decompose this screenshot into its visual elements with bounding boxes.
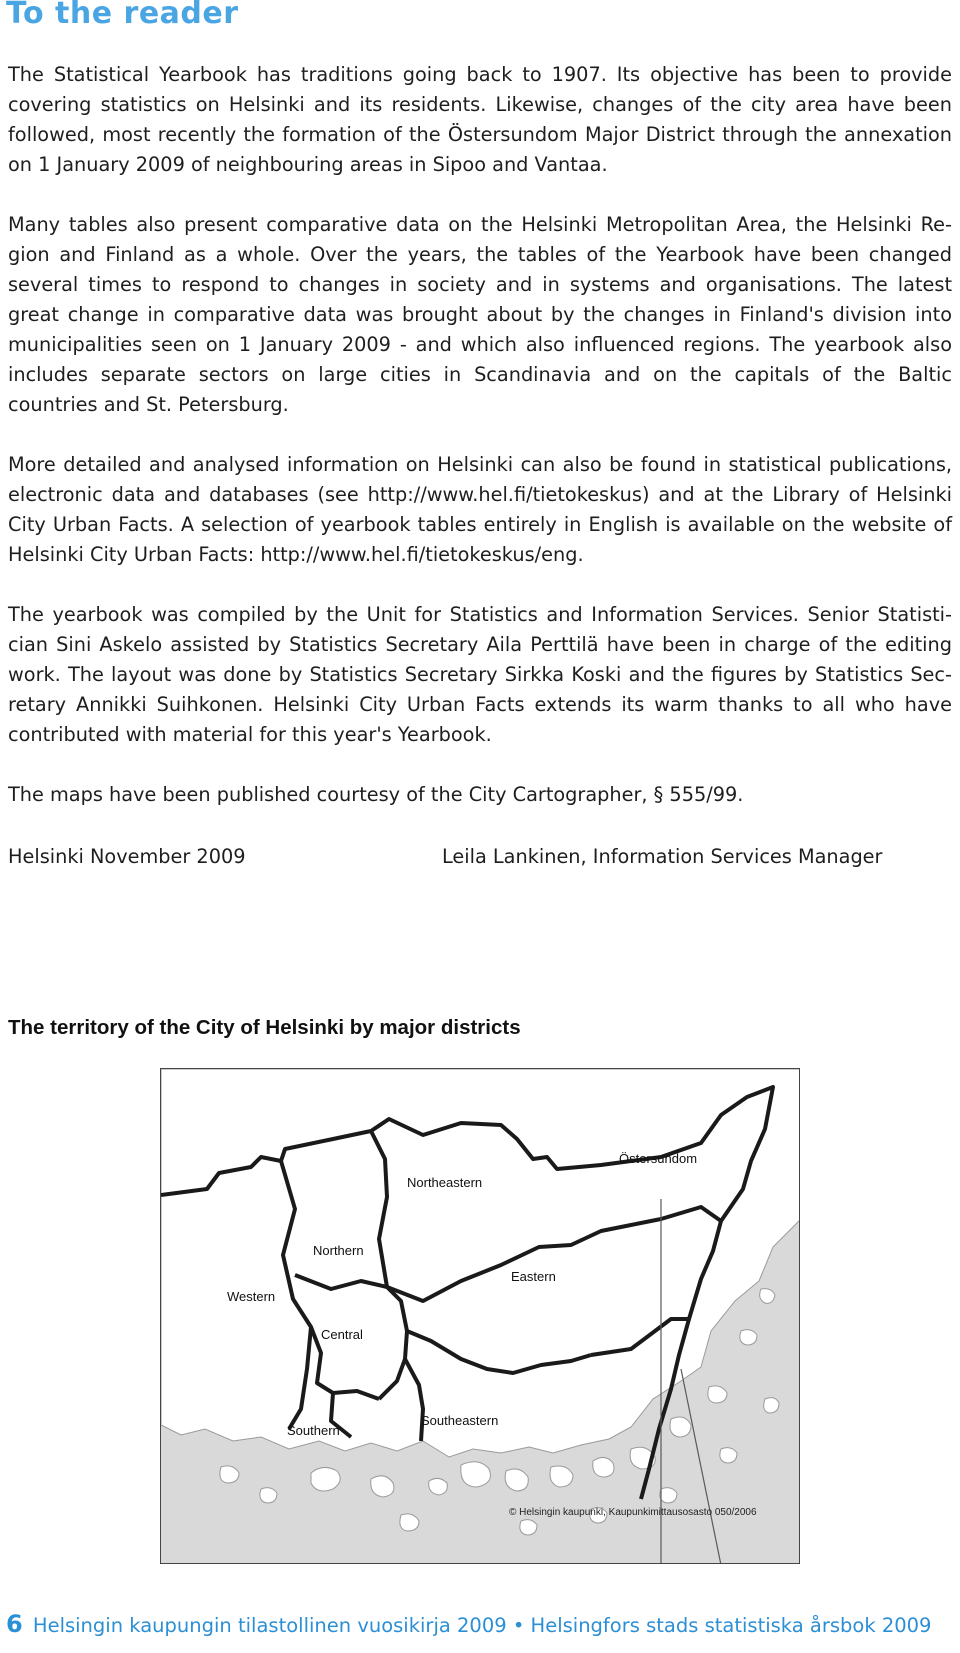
paragraph-more-information: More detailed and analysed information on Helsinki can also be found in statistical publications, electronic data and databases (see http://www.hel.fi/tietokeskus) and at the Library of Helsinki City Urban Facts. A selection of yearbook tables entirely in English is available on the website of Helsinki City Urban Facts: http://www.hel.fi/tietokeskus/eng. (8, 453, 952, 566)
map-title: The territory of the City of Helsinki by major districts (8, 1016, 521, 1039)
intro-text (8, 60, 952, 840)
footer-text: Helsingin kaupungin tilastollinen vuosikirja 2009 • Helsingfors stads statistiska årsbok 2009 (32, 1614, 932, 1637)
label-northeastern: Northeastern (407, 1175, 483, 1190)
label-southern: Southern (287, 1423, 340, 1438)
map-copyright: © Helsingin kaupunki, Kaupunkimittausosasto 050/2006 (509, 1507, 757, 1518)
label-ostersundom: Östersundom (619, 1151, 698, 1166)
page-footer (6, 1610, 931, 1638)
label-central: Central (321, 1327, 363, 1342)
paragraph-credits: The yearbook was compiled by the Unit for Statistics and Information Services. Senior Statistician Sini Askelo assisted by Statistics Secretary Aila Perttilä have been in charge of the editing work. The layout was done by Statistics Secretary Sirkka Koski and the figures by Statistics Secretary Annikki Suihkonen. Helsinki City Urban Facts extends its warm thanks to all who have contributed with material for this year's Yearbook. (8, 603, 952, 746)
label-western: Western (227, 1289, 276, 1304)
helsinki-districts-map (160, 1068, 800, 1564)
label-southeastern: Southeastern (421, 1413, 499, 1428)
page-heading: To the reader (6, 0, 239, 31)
label-northern: Northern (313, 1243, 364, 1258)
page-number: 6 (6, 1610, 23, 1638)
paragraph-map-courtesy: The maps have been published courtesy of the City Cartographer, § 555/99. (8, 783, 744, 806)
place-date: Helsinki November 2009 (8, 845, 246, 868)
paragraph-history: The Statistical Yearbook has traditions going back to 1907. Its objective has been to provide covering statistics on Helsinki and its residents. Likewise, changes of the city area have been followed, most recently the formation of the Östersundom Major District through the annexation on 1 January 2009 of neighbouring areas in Sipoo and Vantaa. (8, 63, 952, 176)
paragraph-comparative-data: Many tables also present comparative data on the Helsinki Metropolitan Area, the Helsinki Region and Finland as a whole. Over the years, the tables of the Yearbook have been changed several times to respond to changes in society and in systems and organisations. The latest great change in comparative data was brought about by the changes in Finland's division into municipalities seen on 1 January 2009 - and which also influenced regions. The yearbook also includes separate sectors on large cities in Scandinavia and on the capitals of the Baltic countries and St. Petersburg. (8, 213, 952, 416)
label-eastern: Eastern (511, 1269, 556, 1284)
signatory: Leila Lankinen, Information Services Manager (442, 845, 883, 868)
